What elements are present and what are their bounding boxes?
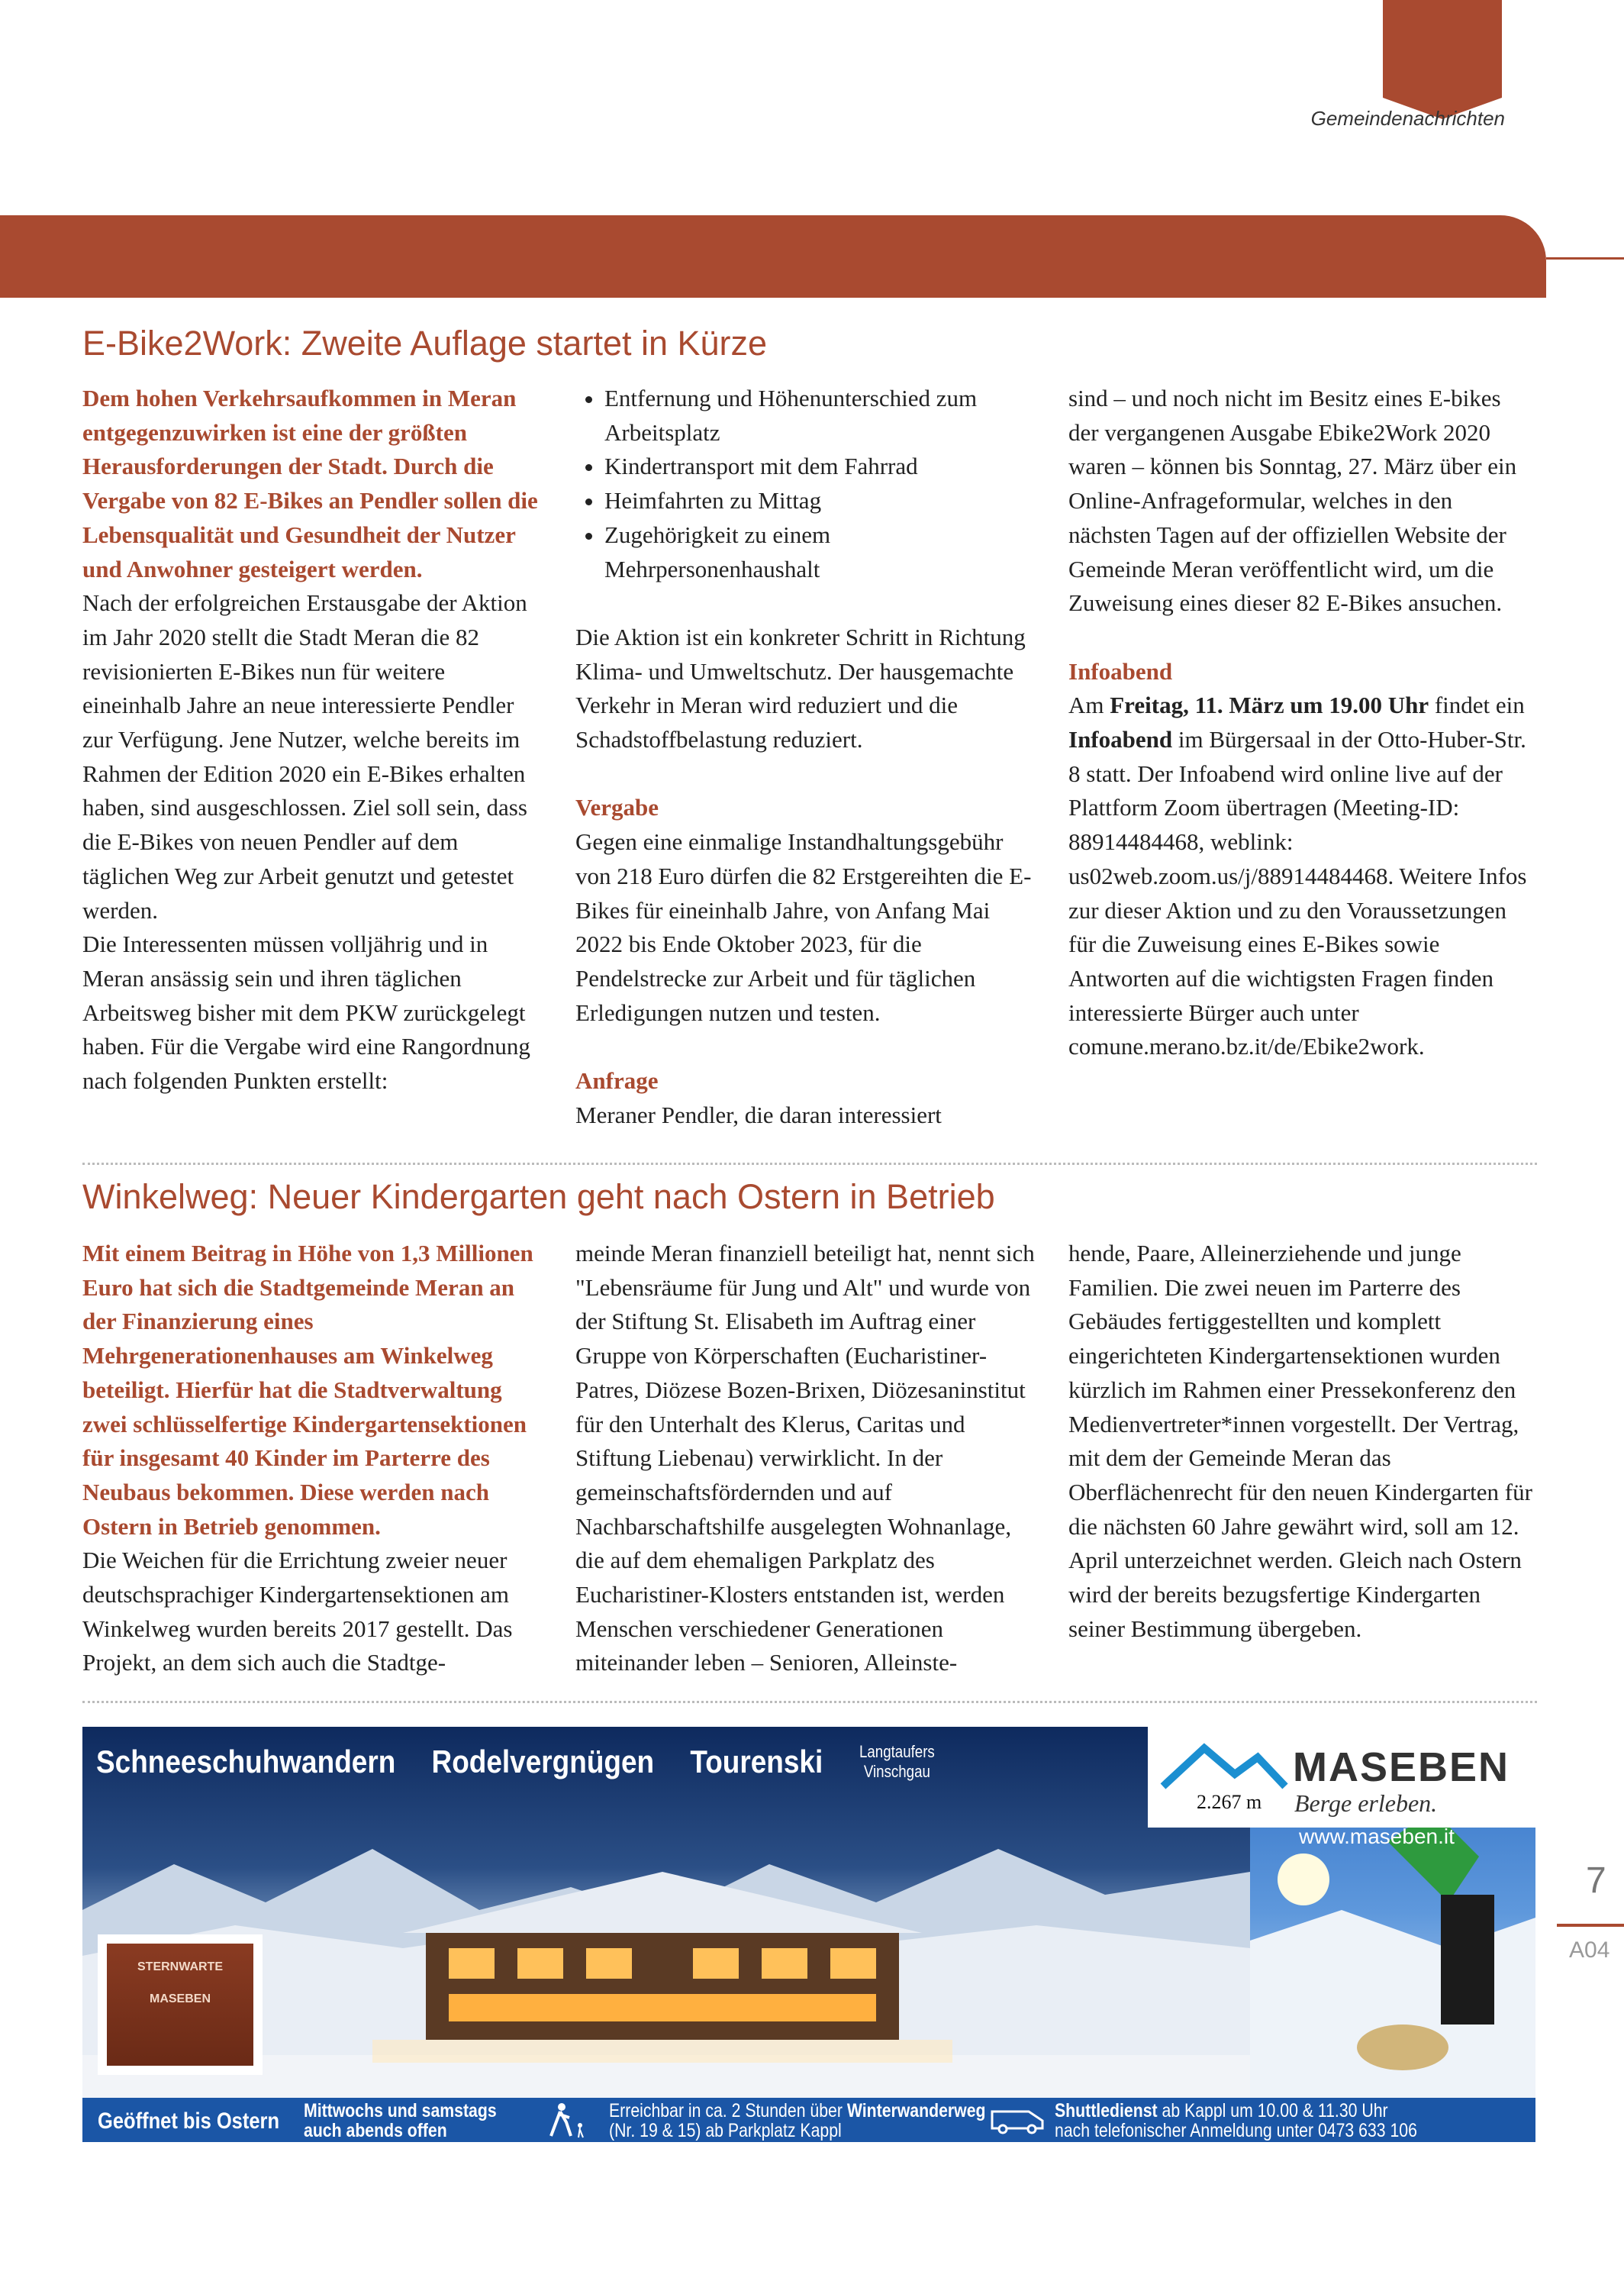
heading-anfrage: Anfrage: [575, 1067, 659, 1095]
ad-info-bar: [82, 2098, 1535, 2142]
article2-col1: [82, 1237, 548, 1680]
hiking-text: Erreichbar in ca. 2 Stunden über: [609, 2100, 843, 2121]
sternwarte-image: [98, 1934, 263, 2075]
evening-opening: [304, 2101, 497, 2141]
list-item: • Entfernung und Höhenunterschied zum Arbeitsplatz: [604, 382, 1041, 450]
article1-col2: [575, 382, 1041, 1132]
anfrage-paragraph: Meraner Pendler, die daran interessiert: [575, 1101, 942, 1128]
shuttle-text: ab Kappl um 10.00 & 11.30 Uhr: [1162, 2100, 1388, 2121]
activity-label: Schneeschuhwandern: [96, 1744, 396, 1779]
article2-lead: Mit einem Beitrag in Höhe von 1,3 Millionen Euro hat sich die Stadtgemeinde Meran an der Finanzierung eines Mehrgenerationenhauses am Winkelweg beteiligt. Hierfür hat die Stadtverwaltung zwei schlüsselfertige Kindergartensektionen für insgesamt 40 Kinder im Parterre des Neubaus bekommen. Diese werden nach Ostern in Betrieb genommen.: [82, 1240, 533, 1540]
altitude-label: 2.267 m: [1197, 1791, 1262, 1813]
info-text: findet ein: [1434, 692, 1525, 719]
list-item: • Kindertransport mit dem Fahrrad: [604, 450, 1041, 484]
info-text: Am: [1068, 692, 1104, 719]
article2-col2: [575, 1237, 1041, 1680]
brand-name: MASEBEN: [1293, 1744, 1510, 1790]
page-number-rule: [1557, 1924, 1624, 1927]
list-item: • Zugehörigkeit zu einem Mehrpersonenhaushalt: [604, 518, 1041, 586]
article1-col1: [82, 382, 548, 1099]
divider: [82, 1163, 1537, 1165]
hiker-icon: [545, 2102, 588, 2139]
open-until-easter: Geöffnet bis Ostern: [98, 2108, 280, 2134]
hiking-trail: Winterwanderweg: [846, 2100, 986, 2121]
evening-line: auch abends offen: [304, 2120, 447, 2141]
infoabend-paragraph: [1068, 689, 1534, 1064]
article2-col3: [1068, 1237, 1534, 1646]
article2-title: Winkelweg: Neuer Kindergarten geht nach Ostern in Betrieb: [82, 1177, 995, 1216]
shuttle-van-icon: [988, 2107, 1049, 2134]
shuttle-label: Shuttledienst: [1055, 2100, 1158, 2121]
vergabe-paragraph: Gegen eine einmalige Instandhaltungsgebühr von 218 Euro dürfen die 82 Erstgereihten die E-Bikes für eineinhalb Jahre, von Anfang Mai 2022 bis Ende Oktober 2023, für die Pendelstrecke zur Arbeit und für täglichen Erledigungen nutzen und testen.: [575, 828, 1032, 1026]
article2-paragraph-1: Die Weichen für die Errichtung zweier neuer deutschsprachiger Kindergartensektionen am Winkelweg wurden bereits 2017 gestellt. Das Projekt, an dem sich auch die Stadtge-: [82, 1547, 513, 1676]
hut-illustration: [372, 1864, 952, 2063]
ad-activities: [96, 1744, 851, 1780]
anfrage-paragraph-cont: sind – und noch nicht im Besitz eines E-bikes der vergangenen Ausgabe Ebike2Work 2020 waren – können bis Sonntag, 27. März über ein Online-Anfrageformular, welches in den nächsten Tagen auf der offiziellen Website der Gemeinde Meran veröffentlicht wird, um die Zuweisung eines dieser 82 E-Bikes ansuchen.: [1068, 385, 1517, 617]
ad-photo: [82, 1727, 1250, 2098]
header-band: [0, 215, 1546, 298]
ad-url[interactable]: www.maseben.it: [1299, 1824, 1455, 1848]
article1-title: E-Bike2Work: Zweite Auflage startet in Kürze: [82, 324, 768, 363]
article1-col3: [1068, 382, 1534, 1064]
maseben-logo: [1148, 1727, 1535, 1828]
list-item: • Heimfahrten zu Mittag: [604, 484, 1041, 518]
article1-paragraph-3: Die Aktion ist ein konkreter Schritt in Richtung Klima- und Umweltschutz. Der hausgemachte Verkehr in Meran wird reduziert und die Schadstoffbelastung reduziert.: [575, 623, 1026, 753]
sternwarte-label: STERNWARTE: [137, 1960, 223, 1973]
article2-paragraph-3: hende, Paare, Alleinerziehende und junge Familien. Die zwei neuen im Parterre des Gebäudes fertiggestellten und komplett eingerichteten Kindergartensektionen wurden kürzlich im Rahmen einer Pressekonferenz den Medienvertreter*innen vorgestellt. Der Vertrag, mit dem der Gemeinde Meran das Oberflächenrecht für den neuen Kindergarten für die nächsten 60 Jahre gewährt wird, soll am 12. April unterzeichnet werden. Gleich nach Ostern wird der bereits bezugsfertige Kindergarten seiner Bestimmung übergeben.: [1068, 1240, 1532, 1642]
article1-paragraph-1: Nach der erfolgreichen Erstausgabe der Aktion im Jahr 2020 stellt die Stadt Meran die 82 revisionierten E-Bikes nun für weitere eineinhalb Jahre an neue interessierte Pendler zur Verfügung. Jene Nutzer, welche bereits im Rahmen der Edition 2020 ein E-Bikes erhalten haben, sind ausgeschlossen. Ziel soll sein, dass die E-Bikes von neuen Pendler auf dem täglichen Weg zur Arbeit genutzt und getestet werden.: [82, 589, 527, 924]
divider: [82, 1701, 1537, 1703]
mountain-logo-icon: [1158, 1741, 1288, 1789]
section-label: Gemeindenachrichten: [1310, 107, 1505, 130]
brand-tagline: Berge erleben.: [1294, 1789, 1438, 1817]
hiking-text: (Nr. 19 & 15) ab Parkplatz Kappl: [609, 2120, 842, 2141]
sternwarte-label: MASEBEN: [149, 1992, 211, 2005]
info-keyword: Infoabend: [1068, 726, 1173, 753]
criteria-list: [575, 382, 1041, 586]
top-tab-decoration: [1383, 0, 1502, 98]
article1-lead: Dem hohen Verkehrsaufkommen in Meran entgegenzuwirken ist eine der größten Herausforderungen der Stadt. Durch die Vergabe von 82 E-Bikes an Pendler sollen die Lebensqualität und Gesundheit der Nutzer und Anwohner gesteigert werden.: [82, 385, 538, 582]
shuttle-text: nach telefonischer Anmeldung unter 0473 633 106: [1055, 2120, 1417, 2141]
evening-line: Mittwochs und samstags: [304, 2100, 497, 2121]
article1-paragraph-2: Die Interessenten müssen volljährig und in Meran ansässig sein und ihren täglichen Arbeitsweg bisher mit dem PKW zurückgelegt haben. Für die Vergabe wird eine Rangordnung nach folgenden Punkten erstellt:: [82, 931, 530, 1095]
heading-vergabe: Vergabe: [575, 794, 659, 821]
info-date: Freitag, 11. März um 19.00 Uhr: [1110, 692, 1429, 719]
page-number: 7: [1586, 1860, 1606, 1901]
article2-paragraph-2: meinde Meran finanziell beteiligt hat, nennt sich "Lebensräume für Jung und Alt" und wurde von der Stiftung St. Elisabeth im Auftrag einer Gruppe von Körperschaften (Eucharistiner-Patres, Diözese Bozen-Brixen, Diözesaninstitut für den Unterhalt des Klerus, Caritas und Stiftung Liebenau) verwirklicht. In der gemeinschaftsfördernden und auf Nachbarschaftshilfe ausgelegten Wohnanlage, die auf dem ehemaligen Parkplatz des Eucharistiner-Klosters entstanden ist, werden Menschen verschiedener Generationen miteinander leben – Senioren, Alleinste-: [575, 1240, 1035, 1676]
location-line: Vinschgau: [863, 1762, 930, 1781]
info-text: im Bürgersaal in der Otto-Huber-Str. 8 statt. Der Infoabend wird online live auf der Plattform Zoom übertragen (Meeting-ID: 88914484468, weblink: us02web.zoom.us/j/88914484468. Weitere Infos zur dieser Aktion und zu den Voraussetzungen für die Zuweisung eines E-Bikes sowie Antworten auf die wichtigsten Fragen finden interessierte Bürger auch unter comune.merano.bz.it/de/Ebike2work.: [1068, 726, 1527, 1060]
advertisement: [82, 1727, 1535, 2142]
heading-infoabend: Infoabend: [1068, 657, 1173, 685]
ad-location: [859, 1742, 935, 1782]
activity-label: Tourenski: [690, 1744, 823, 1779]
activity-label: Rodelvergnügen: [431, 1744, 655, 1779]
header-band-line: [1546, 257, 1624, 260]
page-code: A04: [1569, 1937, 1610, 1963]
location-line: Langtaufers: [859, 1742, 935, 1761]
hiking-info: [609, 2101, 986, 2141]
shuttle-info: [1055, 2101, 1417, 2141]
